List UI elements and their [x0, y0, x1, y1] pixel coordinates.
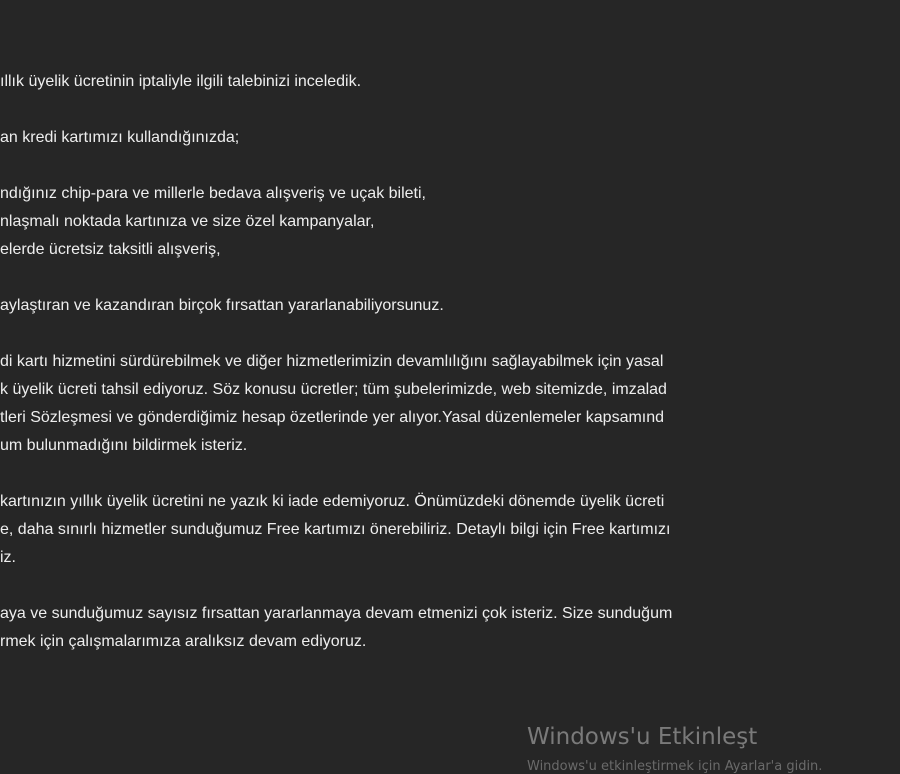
blank-line [0, 320, 900, 348]
text-line: nlaşmalı noktada kartınıza ve size özel kampanyalar, [0, 213, 375, 230]
text-line: elerde ücretsiz taksitli alışveriş, [0, 241, 221, 258]
letter-body [0, 68, 900, 656]
text-line: ıllık üyelik ücretinin iptaliyle ilgili talebinizi inceledik. [0, 73, 362, 90]
blank-line [0, 96, 900, 124]
text-line: um bulunmadığını bildirmek isteriz. [0, 437, 248, 454]
text-line: iz. [0, 549, 16, 566]
text-line: ndığınız chip-para ve millerle bedava alışveriş ve uçak bileti, [0, 185, 426, 202]
text-line: aylaştıran ve kazandıran birçok fırsattan yararlanabiliyorsunuz. [0, 297, 444, 314]
activation-watermark-subtitle: Windows'u etkinleştirmek için Ayarlar'a gidin. [527, 759, 823, 774]
text-line: k üyelik ücreti tahsil ediyoruz. Söz konusu ücretler; tüm şubelerimizde, web sitemizde, imzalad [0, 381, 667, 398]
text-line: rmek için çalışmalarımıza aralıksız devam ediyoruz. [0, 633, 367, 650]
text-line: tleri Sözleşmesi ve gönderdiğimiz hesap özetlerinde yer alıyor.Yasal düzenlemeler kapsamınd [0, 409, 665, 426]
blank-line [0, 460, 900, 488]
text-line: aya ve sunduğumuz sayısız fırsattan yararlanmaya devam etmenizi çok isteriz. Size sunduğum [0, 605, 673, 622]
text-line: an kredi kartımızı kullandığınızda; [0, 129, 240, 146]
activation-watermark-title: Windows'u Etkinleşt [527, 724, 758, 750]
blank-line [0, 572, 900, 600]
text-line: kartınızın yıllık üyelik ücretini ne yazık ki iade edemiyoruz. Önümüzdeki dönemde üyelik ücreti [0, 493, 665, 510]
blank-line [0, 264, 900, 292]
blank-line [0, 152, 900, 180]
text-line: di kartı hizmetini sürdürebilmek ve diğer hizmetlerimizin devamlılığını sağlayabilmek için yasal [0, 353, 664, 370]
text-line: e, daha sınırlı hizmetler sunduğumuz Free kartımızı önerebiliriz. Detaylı bilgi için Free kartımızı [0, 521, 671, 538]
